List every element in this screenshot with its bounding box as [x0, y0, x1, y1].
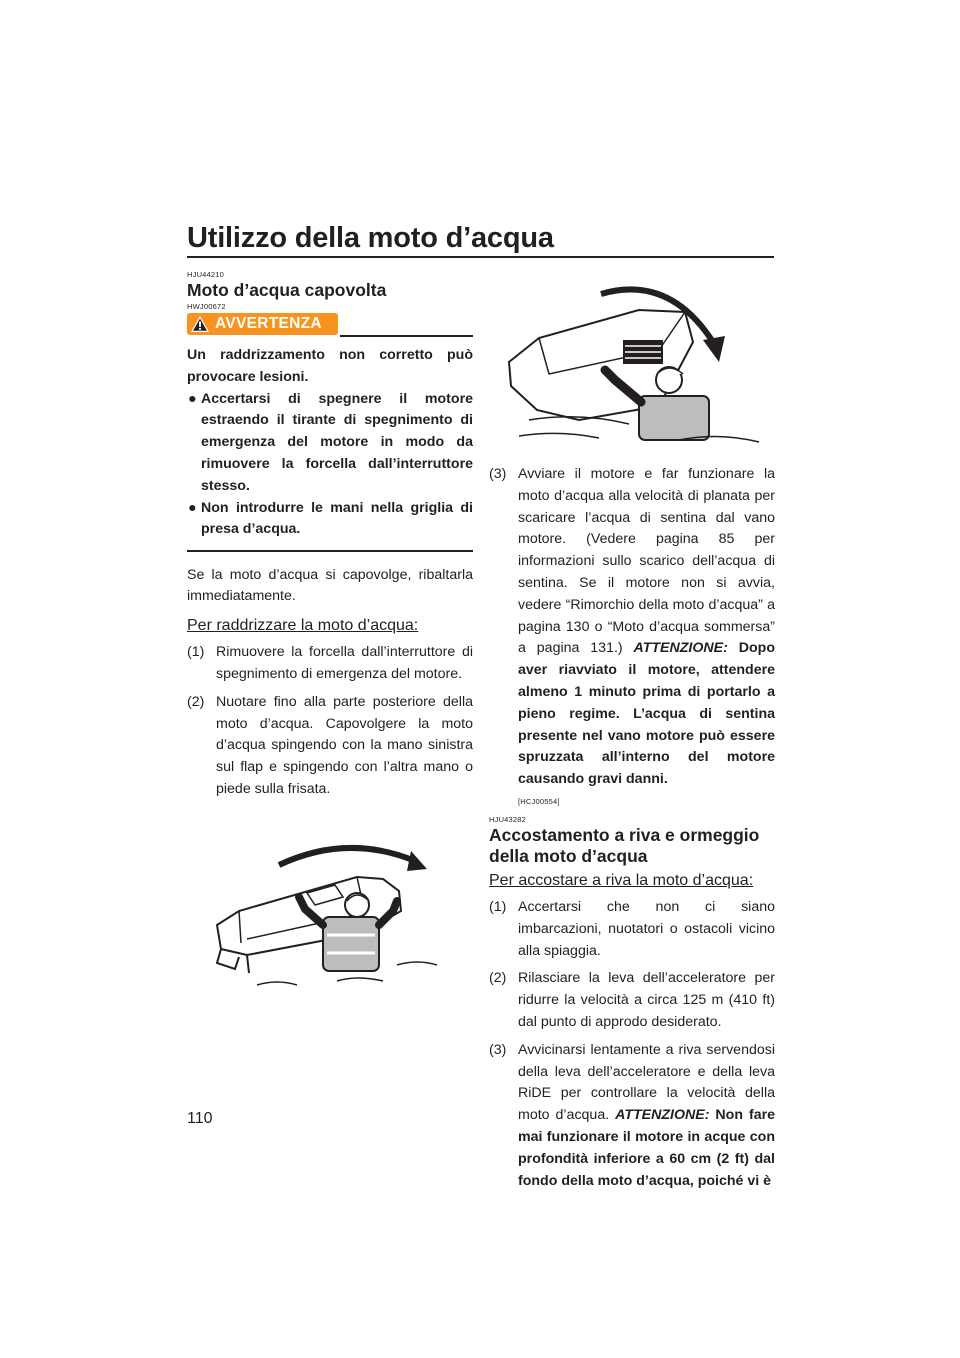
step-number: (1) — [187, 644, 205, 661]
step-number: (2) — [489, 970, 507, 987]
section-code: HJU43282 — [489, 814, 527, 824]
attention-code: [HCJ00554] — [518, 796, 560, 806]
step-number: (3) — [489, 466, 507, 482]
warning-end-rule — [187, 550, 473, 552]
subheading: Per raddrizzare la moto d’acqua: — [187, 617, 419, 635]
warning-header — [187, 313, 473, 337]
attention-text: Dopo aver riavviato il motore, attendere almeno 1 minuto prima di portarlo a pieno regime. L’acqua di sentina presente nel vano motore può essere spruzzata all’interno del motore causando gravi danni. — [518, 640, 775, 788]
step-item — [187, 692, 473, 801]
step-text: Accertarsi che non ci siano imbarcazioni, nuotatori o ostacoli vicino alla spiaggia. — [518, 898, 775, 959]
section-title: Moto d’acqua capovolta — [187, 280, 387, 300]
righting-watercraft-illustration — [489, 270, 775, 460]
warning-code: HWJ00672 — [187, 302, 226, 311]
attention-label: ATTENZIONE: — [633, 640, 739, 657]
step-item — [489, 968, 775, 1033]
subheading: Per accostare a riva la moto d’acqua: — [489, 871, 754, 889]
step-number: (3) — [489, 1041, 507, 1058]
page-number: 110 — [187, 1110, 213, 1127]
warning-bullet-text: Accertarsi di spegnere il motore estraendo il tirante di spegnimento di emergenza del motore in modo da rimuovere la forcella dall’interruttore stesso. — [201, 390, 473, 494]
title-rule — [187, 256, 774, 258]
step-text: Nuotare fino alla parte posteriore della moto d’acqua. Capovolgere la moto d’acqua spingendo con la mano sinistra sul flap e spingendo con l’altra mano o piede sulla frisata. — [216, 693, 473, 798]
intro-paragraph: Se la moto d’acqua si capovolge, ribaltarla immediatamente. — [187, 566, 473, 605]
step-item — [489, 897, 775, 962]
step-number: (2) — [187, 693, 205, 710]
page-title: Utilizzo della moto d’acqua — [187, 222, 554, 254]
step-number: (1) — [489, 898, 507, 915]
warning-badge — [187, 313, 338, 335]
step-item — [489, 464, 775, 807]
warning-rule — [340, 335, 473, 337]
section-code: HJU44210 — [187, 270, 225, 279]
warning-bullet-text: Non introdurre le mani nella griglia di presa d’acqua. — [201, 499, 473, 538]
warning-bullet — [187, 389, 473, 498]
warning-intro: Un raddrizzamento non corretto può provocare lesioni. — [187, 347, 473, 385]
step-item — [187, 642, 473, 686]
right-column — [489, 270, 775, 1198]
step-item — [489, 1040, 775, 1193]
warning-bullet — [187, 498, 473, 542]
warning-triangle-icon — [190, 315, 210, 333]
attention-label: ATTENZIONE: — [615, 1107, 716, 1124]
warning-label: AVVERTENZA — [215, 315, 322, 333]
step-text: Avvicinarsi lentamente a riva servendosi della leva dell’acceleratore e della leva RiDE per controllare la velocità della moto d’acqua. — [518, 1041, 775, 1124]
attention-text: Non fare mai funzionare il motore in acque con profondità inferiore a 60 cm (2 ft) dal fondo della moto d’acqua, poiché vi è — [518, 1107, 775, 1189]
bullet-dot-icon: ● — [188, 499, 197, 516]
capsized-watercraft-illustration — [187, 813, 473, 1013]
step-text: Rilasciare la leva dell’acceleratore per ridurre la velocità a circa 125 m (410 ft) dal punto di approdo desiderato. — [518, 970, 775, 1030]
bullet-dot-icon: ● — [188, 390, 197, 407]
step-text: Rimuovere la forcella dall’interruttore di spegnimento di emergenza del motore. — [216, 644, 473, 683]
step-text: Avviare il motore e far funzionare la moto d’acqua alla velocità di planata per scaricare l’acqua di sentina dal vano motore. (Vedere pagina 85 per informazioni sullo scarico dell’acqua di sentina. Se il motore non si avvia, vedere “Rimorchio della moto d’acqua” a pagina 130 o “Moto d’acqua sommersa” a pagina 131.) — [518, 466, 775, 657]
section-title: Accostamento a riva e ormeggio della moto d’acqua — [489, 824, 760, 866]
left-column — [187, 270, 473, 1013]
